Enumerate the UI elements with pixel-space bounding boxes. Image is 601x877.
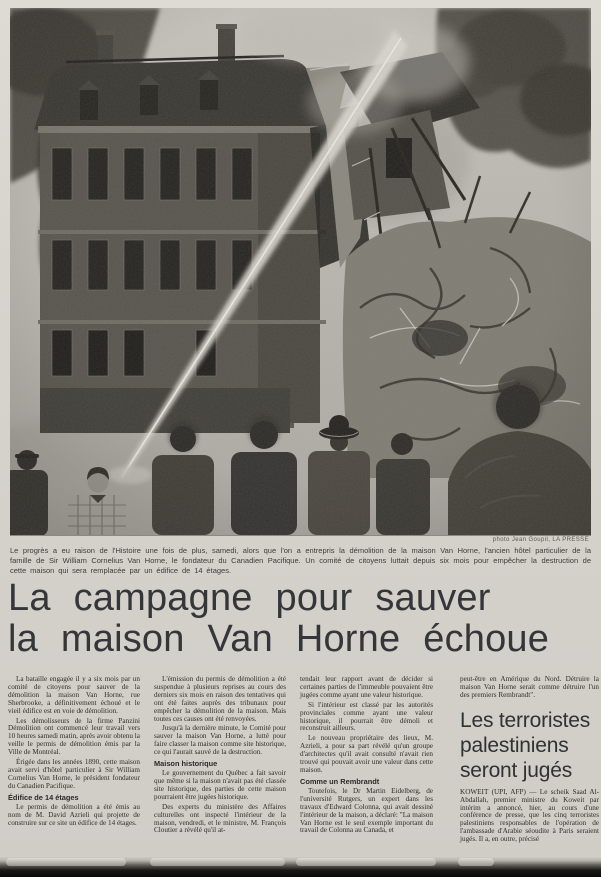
side-article-body: KOWEIT (UPI, AFP) — Le scheik Saad Al-Abdallah, premier ministre du Koweit par intérim a annoncé, hier, au cours d'une conférence de presse, que les cinq terroristes palestiniens responsables de l'opération de l'ambassade d'Arabie séoudite à Paris seraient jugés. Il a, en outre, précisé: [460, 787, 599, 844]
paragraph: Les démolisseurs de la firme Panzini Démolition ont commencé leur travail vers 10 heures samedi matin, après avoir obtenu la veille le permis de démolition émis par la Ville de Montréal.: [8, 716, 140, 757]
side-headline-line3: seront jugés: [460, 758, 573, 782]
paragraph: Le permis de démolition a été émis au nom de M. David Azrieli qui projette de construire sur ce site un édifice de 14 étages.: [8, 802, 140, 827]
side-headline: [460, 708, 599, 783]
paragraph: L'émission du permis de démolition a été suspendue à plusieurs reprises au cours des derniers six mois en raison des tentatives qui ont été faites auprès des tribunaux pour empêcher la démolition de la maison. Mais toutes ces causes ont été renvoyées.: [154, 676, 286, 723]
side-headline-line2: palestiniens: [460, 733, 569, 757]
photo-grain-overlay: [10, 8, 591, 535]
article-column-4: [460, 676, 599, 860]
main-headline-line1: La campagne pour sauver: [8, 577, 491, 619]
article-column-3: [300, 676, 433, 860]
photo-region: [10, 8, 591, 536]
subhead-maison-historique: Maison historique: [154, 759, 218, 769]
main-headline-line2: la maison Van Horne échoue: [8, 618, 550, 660]
paragraph: Le gouvernement du Québec a fait savoir que même si la maison n'avait pas été classée site historique, des parties de cette maison pourraient être jugées historique.: [154, 769, 286, 801]
subhead-edifice-14-etages: Édifice de 14 étages: [8, 792, 79, 802]
scan-artifact-bar: [296, 858, 436, 866]
paragraph: Toutefois, le Dr Martin Eidelberg, de l'université Rutgers, un expert dans les travaux d'Edward Colonna, qui avait dessiné l'intérieur de la maison, a déclaré: "La maison Van Horne est le seul exemple important du travail de Colonna au Canada, et: [300, 786, 433, 835]
paragraph: tendait leur rapport avant de décider si certaines parties de l'immeuble pouvaient être jugées comme ayant une valeur historique.: [300, 676, 433, 699]
paragraph: Le nouveau propriétaire des lieux, M. Azrieli, a pour sa part révélé qu'un groupe d'architectes qu'il avait consulté n'avait rien trouvé qui pouvait avoir une valeur dans cette maison.: [300, 734, 433, 774]
newspaper-photo: [10, 8, 591, 535]
article-column-1: [8, 676, 140, 860]
main-headline: [8, 578, 599, 660]
paragraph: Si l'intérieur est classé par les autorités provinciales comme ayant une valeur historique, il pourrait être démoli et reconstruit ailleurs.: [300, 700, 433, 733]
article-column-2: [154, 676, 286, 860]
paragraph: Des experts du ministère des Affaires culturelles ont inspecté l'intérieur de la maison, vendredi, et le ministre, M. François Cloutier a révélé qu'il at-: [154, 802, 286, 835]
scan-artifact-bar: [150, 858, 285, 866]
photo-caption: Le progrès a eu raison de l'Histoire une fois de plus, samedi, alors que l'on a entrepris la démolition de la maison Van Horne, l'ancien hôtel particulier de la famille de Sir William Cornelius Van Horne, le fondateur du Canadien Pacifique. Un comité de citoyens luttait depuis six mois pour empêcher la destruction de cette maison qui sera remplacée par un édifice de 14 étages.: [10, 546, 591, 575]
paragraph: Jusqu'à la dernière minute, le Comité pour sauver la maison Van Horne, a lutté pour faire classer la maison comme site historique, ce qui l'aurait sauvé de la destruction.: [154, 724, 286, 757]
side-headline-line1: Les terroristes: [460, 708, 591, 732]
paragraph: Érigée dans les années 1890, cette maison avait servi d'hôtel particulier à Sir William Cornelius Van Horne, le président fondateur du Canadien Pacifique.: [8, 758, 140, 790]
scan-artifact-bar: [6, 858, 126, 866]
paragraph: La bataille engagée il y a six mois par un comité de citoyens pour sauver de la démolition la maison Van Horne, rue Sherbrooke, a définitivement échoué et le vieil édifice est en voie de démolition.: [8, 676, 140, 715]
paragraph: peut-être en Amérique du Nord. Détruire la maison Van Horne serait comme détruire l'un des premiers Rembrandt".: [460, 676, 599, 699]
subhead-comme-un-rembrandt: Comme un Rembrandt: [300, 776, 380, 786]
scan-artifact-band: [0, 856, 601, 877]
scan-artifact-bar: [458, 858, 494, 866]
photo-credit: photo Jean Goupil, LA PRESSE: [492, 537, 589, 543]
article-body: [8, 676, 599, 860]
